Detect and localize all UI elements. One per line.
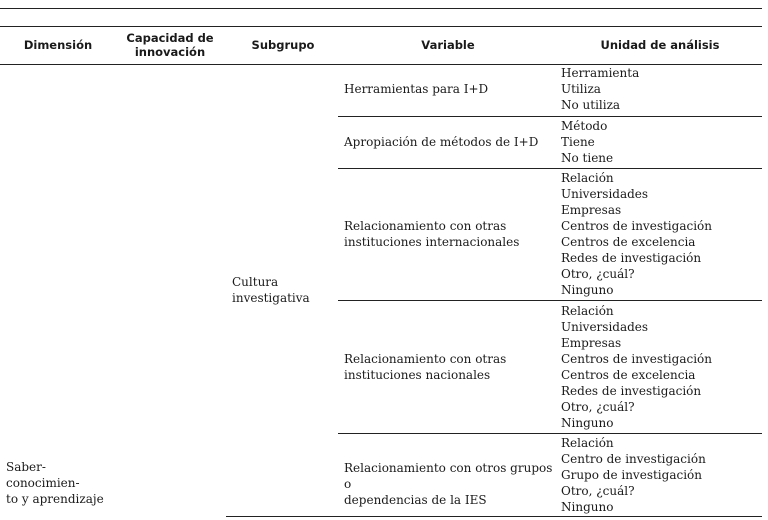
unit-item: Empresas bbox=[561, 336, 622, 350]
variable-cell bbox=[344, 81, 558, 97]
header-capacity bbox=[120, 31, 220, 59]
unit-list bbox=[561, 435, 706, 515]
variable-line1: Herramientas para I+D bbox=[344, 82, 489, 96]
unit-item: Relación bbox=[561, 171, 614, 185]
variable-line2: instituciones nacionales bbox=[344, 368, 491, 382]
unit-item: Relación bbox=[561, 436, 614, 450]
variable-cell bbox=[344, 351, 558, 383]
unit-item: Universidades bbox=[561, 187, 649, 201]
unit-item: Ninguno bbox=[561, 283, 614, 297]
header-subgroup: Subgrupo bbox=[251, 38, 315, 52]
row-separator bbox=[338, 433, 762, 434]
unit-item: Relación bbox=[561, 304, 614, 318]
variable-line1: Relacionamiento con otras bbox=[344, 352, 507, 366]
dimension-line2: to y aprendizaje bbox=[6, 492, 104, 506]
unit-item: Centros de excelencia bbox=[561, 368, 696, 382]
unit-item: Ninguno bbox=[561, 500, 614, 514]
unit-item: Universidades bbox=[561, 320, 649, 334]
unit-item: Grupo de investigación bbox=[561, 468, 702, 482]
row-separator bbox=[226, 516, 762, 517]
header-unit: Unidad de análisis bbox=[600, 38, 720, 52]
unit-item: Método bbox=[561, 119, 608, 133]
unit-item: Otro, ¿cuál? bbox=[561, 400, 635, 414]
unit-list bbox=[561, 303, 712, 431]
unit-item: Centro de investigación bbox=[561, 452, 706, 466]
unit-item: No tiene bbox=[561, 151, 614, 165]
unit-list bbox=[561, 170, 712, 298]
subgroup-line2: investigativa bbox=[232, 291, 310, 305]
unit-list bbox=[561, 65, 639, 113]
dimension-line1: Saber-conocimien- bbox=[6, 460, 80, 490]
row-separator bbox=[338, 116, 762, 117]
unit-item: Otro, ¿cuál? bbox=[561, 267, 635, 281]
header-variable: Variable bbox=[421, 38, 475, 52]
variable-line1: Relacionamiento con otras bbox=[344, 219, 507, 233]
row-separator bbox=[338, 300, 762, 301]
variable-line2: instituciones internacionales bbox=[344, 235, 520, 249]
unit-item: Centros de excelencia bbox=[561, 235, 696, 249]
unit-item: Ninguno bbox=[561, 416, 614, 430]
unit-item: Redes de investigación bbox=[561, 384, 702, 398]
subgroup-line1: Cultura bbox=[232, 275, 279, 289]
unit-list bbox=[561, 118, 613, 166]
variable-line1: Apropiación de métodos de I+D bbox=[344, 135, 539, 149]
unit-item: No utiliza bbox=[561, 98, 621, 112]
unit-item: Utiliza bbox=[561, 82, 601, 96]
header-capacity-line1: Capacidad de bbox=[126, 31, 214, 45]
dimension-cell bbox=[6, 459, 118, 507]
unit-item: Empresas bbox=[561, 203, 622, 217]
variable-cell bbox=[344, 460, 558, 508]
unit-item: Centros de investigación bbox=[561, 352, 712, 366]
variable-line1: Relacionamiento con otros grupos o bbox=[344, 461, 553, 491]
subgroup-cell bbox=[232, 274, 332, 306]
unit-item: Centros de investigación bbox=[561, 219, 712, 233]
variable-cell bbox=[344, 134, 558, 150]
header-capacity-line2: innovación bbox=[134, 45, 206, 59]
table-header-bottom-rule bbox=[0, 64, 762, 65]
unit-item: Redes de investigación bbox=[561, 251, 702, 265]
unit-item: Tiene bbox=[561, 135, 595, 149]
variable-line2: dependencias de la IES bbox=[344, 493, 487, 507]
row-separator bbox=[338, 168, 762, 169]
header-dimension: Dimensión bbox=[23, 38, 93, 52]
unit-item: Otro, ¿cuál? bbox=[561, 484, 635, 498]
table-top-rule bbox=[0, 8, 762, 9]
variable-cell bbox=[344, 218, 558, 250]
table-header-top-rule bbox=[0, 26, 762, 27]
unit-item: Herramienta bbox=[561, 66, 640, 80]
